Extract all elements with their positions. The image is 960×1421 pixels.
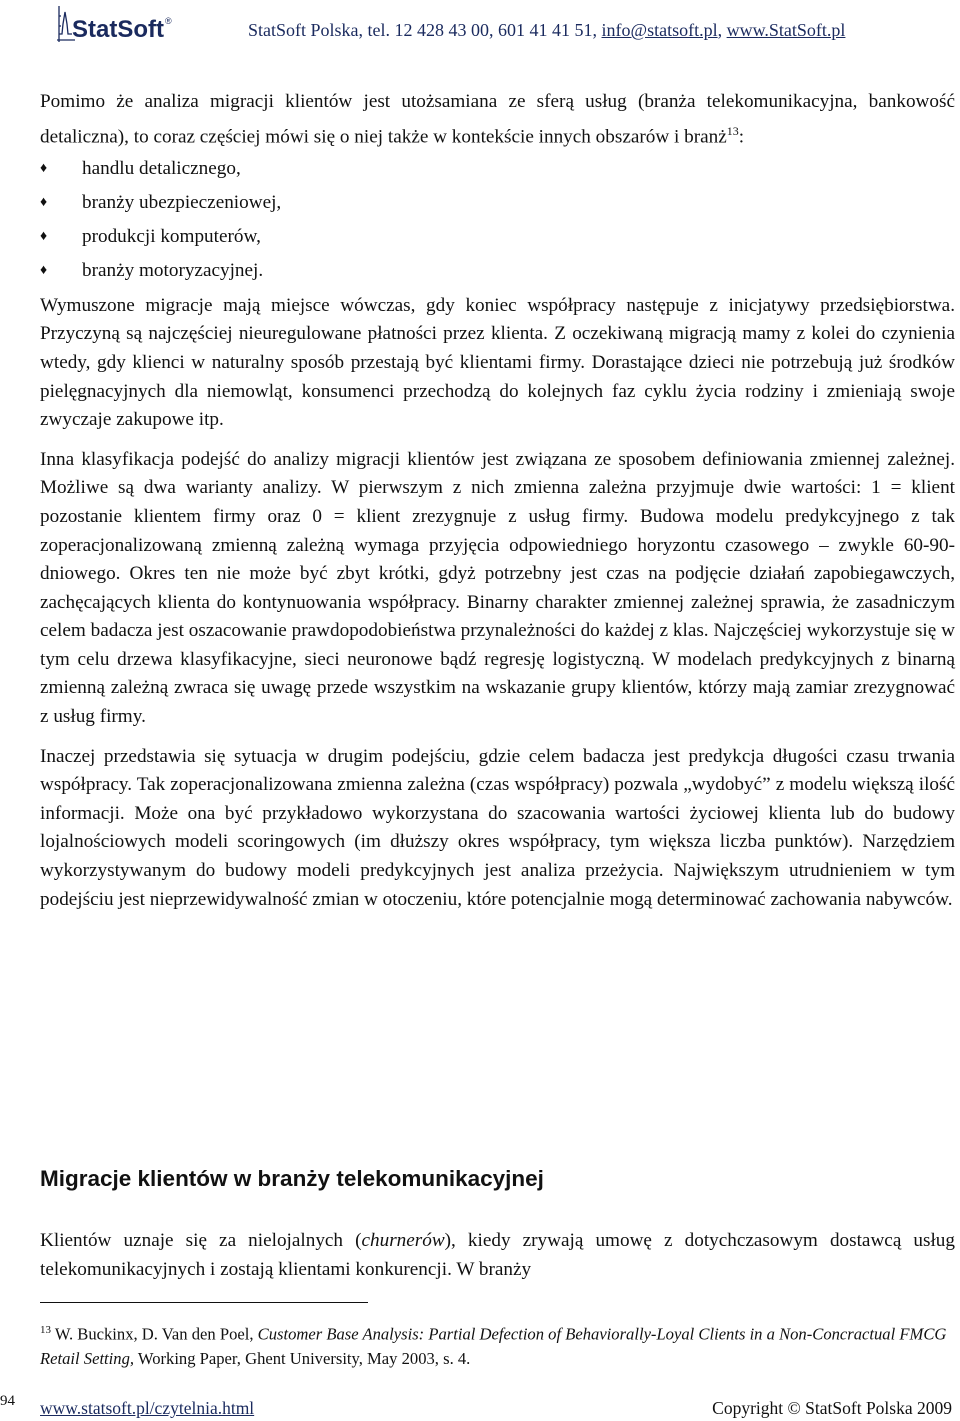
header-contact-text: StatSoft Polska, tel. 12 428 43 00, 601 41 41 51, [248,20,602,40]
body-paragraph: Inaczej przedstawia się sytuacja w drugim podejściu, gdzie celem badacza jest predykcja długości czasu trwania współpracy. Tak zoperacjonalizowana zmienna zależna (czas współpracy) pozwala „wydobyć” z modelu większą ilość informacji. Może ona być przykładowo wykorzystana do szacowania wartości życiowej klienta lub do budowy lojalnościowych modeli scoringowych (im dłuższy okres współpracy, tym większa liczba punktów). Narzędziem wykorzystywanym do budowy modeli predykcyjnych jest analiza przeżycia. Największym utrudnieniem w tym podejściu jest nieprzewidywalność zmian w otoczeniu, które potencjalnie mogą determinować zachowania nabywców. [40,745,955,910]
diamond-bullet-icon: ♦ [40,160,48,176]
website-link[interactable]: www.StatSoft.pl [726,20,846,40]
footnote-number: 13 [40,1324,51,1336]
page-number: 94 [0,1393,15,1409]
industry-list [40,152,955,289]
diamond-bullet-icon: ♦ [40,263,48,279]
diamond-bullet-icon: ♦ [40,229,48,245]
footer-copyright: Copyright © StatSoft Polska 2009 [712,1398,952,1418]
header-contact: StatSoft Polska, tel. 12 428 43 00, 601 41 41 51, info@statsoft.pl, www.StatSoft.pl [248,20,846,40]
footer-link[interactable]: www.statsoft.pl/czytelnia.html [40,1398,255,1418]
footnote: $^{13}$ W. Buckinx, D. Van den Poel, Customer Base Analysis: Partial Defection of Behaviorally-Loyal Clients in a Non-Concractual FMCG Retail Setting, Working Paper, Ghent University, May 2003, s. 4. [40,1324,947,1369]
main-content [40,88,955,914]
diamond-bullet-icon: ♦ [40,194,48,210]
footnote-divider [40,1302,368,1303]
list-item: ♦ produkcji komputerów, [40,220,955,254]
footnote-title: Customer Base Analysis: Partial Defection of Behaviorally-Loyal Clients in a Non-Concractual FMCG Retail Setting, [40,1324,947,1369]
body-paragraph: Wymuszone migracje mają miejsce wówczas, gdy koniec współpracy następuje z inicjatywy przedsiębiorstwa. Przyczyną są najczęściej nieuregulowane płatności przez klienta. Z oczekiwaną migracją mamy z kolei do czynienia wtedy, gdy klienci w naturalny sposób przestają być klientami firmy. Dorastające dzieci nie potrzebują już środków pielęgnacyjnych dla niemowląt, konsumenci przechodzą do kolejnych faz cyklu życia rodziny i zmieniają swoje zwyczaje zakupowe itp. [40,294,955,431]
page-header [0,0,960,48]
list-item: ♦ handlu detalicznego, [40,152,955,186]
intro-paragraph: Pomimo że analiza migracji klientów jest utożsamiana ze sferą usług (branża telekomunikacyjna, bankowość detaliczna), to coraz częściej mówi się o niej także w kontekście innych obszarów i branż$^{13}$: [40,91,955,147]
email-link[interactable]: info@statsoft.pl [601,20,718,40]
body-paragraph: Inna klasyfikacja podejść do analizy migracji klientów jest związana ze sposobem definiowania zmiennej zależnej. Możliwe są dwa warianty analizy. W pierwszym z nich zmienna zależna przyjmuje dwie wartości: 1 = klient pozostanie klientem firmy oraz 0 = klient zrezygnuje z usług firmy. Budowa modelu predykcyjnego z tak zoperacjonalizowaną zmienną zależną wymaga przyjęcia odpowiedniego horyzontu czasowego – zwykle 60-90-dniowego. Okres ten nie może być zbyt krótki, gdyż potrzebny jest czas na podjęcie działań zapobiegawczych, zachęcających klienta do kontynuowania współpracy. Binarny charakter zmiennej zależnej sprawia, że zasadniczym celem badacza jest oszacowanie prawdopodobieństwa przynależności do każdej z klas. Najczęściej wykorzystuje się w tym celu drzewa klasyfikacyjne, sieci neuronowe bądź regresję logistyczną. W modelach predykcyjnych z binarną zmienną zależną zwraca się uwagę przede wszystkim na wskazanie grupy klientów, którzy mają zamiar zrezygnować z usług firmy. [40,448,955,728]
section-paragraph: Klientów uznaje się za nielojalnych (churnerów), kiedy zrywają umowę z dotychczasowym dostawcą usług telekomunikacyjnych i zostają klientami konkurencji. W branży [40,1230,955,1280]
list-item: ♦ branży motoryzacyjnej. [40,254,955,288]
brand-name: StatSoft® [72,16,172,43]
section-heading: Migracje klientów w branży telekomunikacyjnej [40,1166,544,1191]
list-item: ♦ branży ubezpieczeniowej, [40,186,955,220]
footnote-ref[interactable]: 13 [726,123,739,138]
